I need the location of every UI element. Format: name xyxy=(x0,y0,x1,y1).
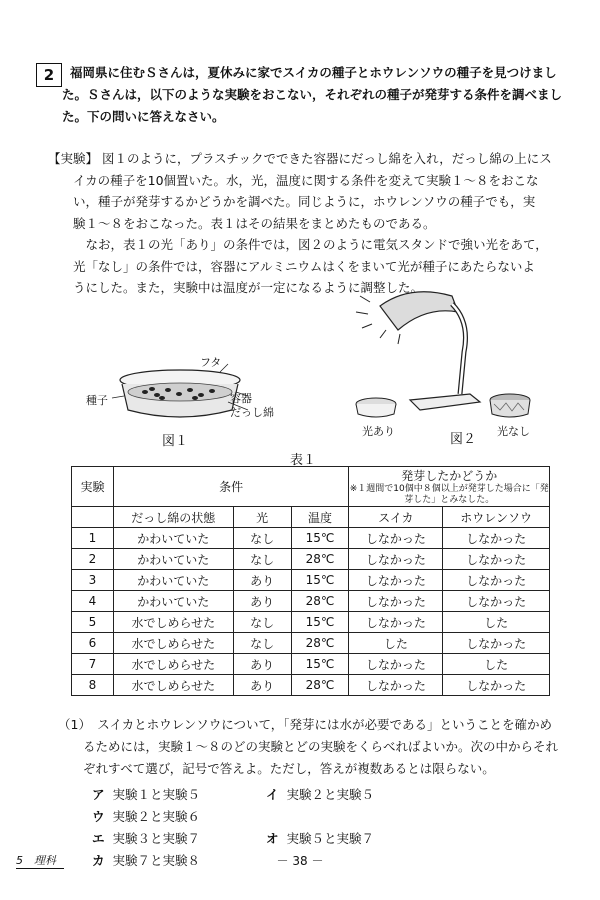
header-watermelon: スイカ xyxy=(349,507,443,528)
choice-text: 実験２と実験６ xyxy=(112,809,201,824)
cell-experiment: 4 xyxy=(72,591,114,612)
question-intro xyxy=(62,62,580,128)
table-row xyxy=(72,675,550,696)
choice-i xyxy=(266,784,436,806)
cell-temperature: 15℃ xyxy=(291,528,349,549)
q1-line: （1） スイカとホウレンソウについて，「発芽には水が必要である」ということを確かめ xyxy=(58,717,553,732)
table-row xyxy=(72,570,550,591)
cell-light: なし xyxy=(233,549,291,570)
experiment-description xyxy=(48,148,588,299)
cell-temperature: 15℃ xyxy=(291,654,349,675)
cell-watermelon: しなかった xyxy=(349,612,443,633)
choice-text: 実験２と実験５ xyxy=(286,787,375,802)
cell-light: なし xyxy=(233,612,291,633)
intro-line: た。下の問いに答えなさい。 xyxy=(62,109,225,124)
cell-spinach: しなかった xyxy=(443,549,550,570)
cell-spinach: しなかった xyxy=(443,528,550,549)
cell-temperature: 15℃ xyxy=(291,570,349,591)
figure1-label-seed: 種子 xyxy=(86,394,108,407)
cell-temperature: 28℃ xyxy=(291,591,349,612)
cell-watermelon: しなかった xyxy=(349,570,443,591)
header-cotton-state: だっし綿の状態 xyxy=(113,507,233,528)
cell-watermelon: した xyxy=(349,633,443,654)
table-row xyxy=(72,633,550,654)
cell-experiment: 6 xyxy=(72,633,114,654)
cell-light: あり xyxy=(233,591,291,612)
figure2-caption: 図２ xyxy=(450,432,477,447)
header-experiment: 実験 xyxy=(72,467,114,507)
cell-cotton-state: かわいていた xyxy=(113,528,233,549)
experiment-line: イカの種子を10個置いた。水，光，温度に関する条件を変えて実験１～８をおこな xyxy=(48,172,539,188)
cell-spinach: しなかった xyxy=(443,591,550,612)
table-row xyxy=(72,528,550,549)
cell-temperature: 15℃ xyxy=(291,612,349,633)
choice-e xyxy=(92,828,262,850)
cell-spinach: しなかった xyxy=(443,570,550,591)
experiment-line: 験１～８をおこなった。表１はその結果をまとめたものである。 xyxy=(48,215,436,231)
figure1-label-lid: フタ xyxy=(200,356,222,369)
header-condition: 条件 xyxy=(113,467,349,507)
choice-mark: イ xyxy=(265,787,279,802)
experiment-line: 【実験】 図１のように，プラスチックでできた容器にだっし綿を入れ，だっし綿の上にス xyxy=(48,151,552,166)
cell-spinach: した xyxy=(443,654,550,675)
cell-light: なし xyxy=(233,633,291,654)
table-row xyxy=(72,654,550,675)
cell-light: なし xyxy=(233,528,291,549)
choice-text: 実験１と実験５ xyxy=(112,787,201,802)
cell-watermelon: しなかった xyxy=(349,675,443,696)
figure2-label-light-on: 光あり xyxy=(362,425,395,438)
choice-mark: カ xyxy=(92,853,105,868)
cell-experiment: 7 xyxy=(72,654,114,675)
figure1-illustration xyxy=(100,352,280,432)
cell-watermelon: しなかった xyxy=(349,549,443,570)
experiment-line: い，種子が発芽するかどうかを調べた。同じように，ホウレンソウの種子でも，実 xyxy=(48,194,536,209)
table-row xyxy=(72,591,550,612)
choice-a xyxy=(92,784,262,806)
choice-mark: エ xyxy=(92,831,105,846)
cell-spinach: した xyxy=(443,612,550,633)
cell-experiment: 8 xyxy=(72,675,114,696)
table1-caption: 表１ xyxy=(290,453,317,468)
cell-cotton-state: 水でしめらせた xyxy=(113,633,233,654)
cell-spinach: しなかった xyxy=(443,633,550,654)
choice-text: 実験３と実験７ xyxy=(112,831,201,846)
header-temperature: 温度 xyxy=(291,507,349,528)
cell-temperature: 28℃ xyxy=(291,675,349,696)
experiment-line: 光「なし」の条件では，容器にアルミニウムはくをまいて光が種子にあたらないよ xyxy=(48,258,535,274)
cell-temperature: 28℃ xyxy=(291,633,349,654)
cell-cotton-state: 水でしめらせた xyxy=(113,675,233,696)
table-row xyxy=(72,549,550,570)
intro-line: た。Ｓさんは，以下のような実験をおこない，それぞれの種子が発芽する条件を調べまし xyxy=(62,87,563,102)
cell-cotton-state: 水でしめらせた xyxy=(113,654,233,675)
cell-experiment: 1 xyxy=(72,528,114,549)
results-table-body xyxy=(72,528,550,696)
cell-light: あり xyxy=(233,675,291,696)
figure2-illustration xyxy=(340,282,550,432)
choice-text: 実験７と実験８ xyxy=(112,853,201,868)
intro-line: 福岡県に住むＳさんは，夏休みに家でスイカの種子とホウレンソウの種子を見つけまし xyxy=(70,65,557,80)
q1-line: ぞれすべて選び，記号で答えよ。ただし，答えが複数あるとは限らない。 xyxy=(58,761,495,776)
choice-mark: ア xyxy=(92,787,105,802)
cell-cotton-state: かわいていた xyxy=(113,549,233,570)
page-number: － 38 － xyxy=(276,854,324,868)
figure1-label-cotton: だっし綿 xyxy=(230,406,274,419)
experiment-line: なお，表１の光「あり」の条件では，図２のように電気スタンドで強い光をあて， xyxy=(48,237,548,252)
cell-experiment: 3 xyxy=(72,570,114,591)
question-1 xyxy=(58,714,588,780)
cell-temperature: 28℃ xyxy=(291,549,349,570)
experiment-line: うにした。また，実験中は温度が一定になるように調整した。 xyxy=(48,280,424,295)
cell-experiment: 5 xyxy=(72,612,114,633)
cell-spinach: しなかった xyxy=(443,675,550,696)
figure1-caption: 図１ xyxy=(162,434,189,449)
footer-subject: 5 理科 xyxy=(16,854,56,867)
cell-light: あり xyxy=(233,654,291,675)
cell-watermelon: しなかった xyxy=(349,654,443,675)
cell-watermelon: しなかった xyxy=(349,528,443,549)
choice-mark: オ xyxy=(265,831,279,846)
table-row xyxy=(72,612,550,633)
header-spinach: ホウレンソウ xyxy=(443,507,550,528)
cell-experiment: 2 xyxy=(72,549,114,570)
header-germination xyxy=(349,467,550,507)
header-blank xyxy=(72,507,114,528)
cell-cotton-state: 水でしめらせた xyxy=(113,612,233,633)
choice-text: 実験５と実験７ xyxy=(286,831,375,846)
figure1-label-container: 容器 xyxy=(230,392,252,405)
choice-mark: ウ xyxy=(92,809,105,824)
header-germination-note: ※１週間で10個中８個以上が発芽した場合に「発芽した」とみなした。 xyxy=(349,484,549,505)
question-number: 2 xyxy=(36,63,62,87)
header-light: 光 xyxy=(233,507,291,528)
cell-watermelon: しなかった xyxy=(349,591,443,612)
q1-line: るためには，実験１～８のどの実験とどの実験をくらべればよいか。次の中からそれ xyxy=(58,739,559,754)
cell-light: あり xyxy=(233,570,291,591)
cell-cotton-state: かわいていた xyxy=(113,591,233,612)
choice-u xyxy=(92,806,262,828)
cell-cotton-state: かわいていた xyxy=(113,570,233,591)
results-table xyxy=(71,466,550,696)
choice-o xyxy=(266,828,436,850)
header-germination-title: 発芽したかどうか xyxy=(401,469,498,483)
figure2-label-light-off: 光なし xyxy=(497,425,530,438)
